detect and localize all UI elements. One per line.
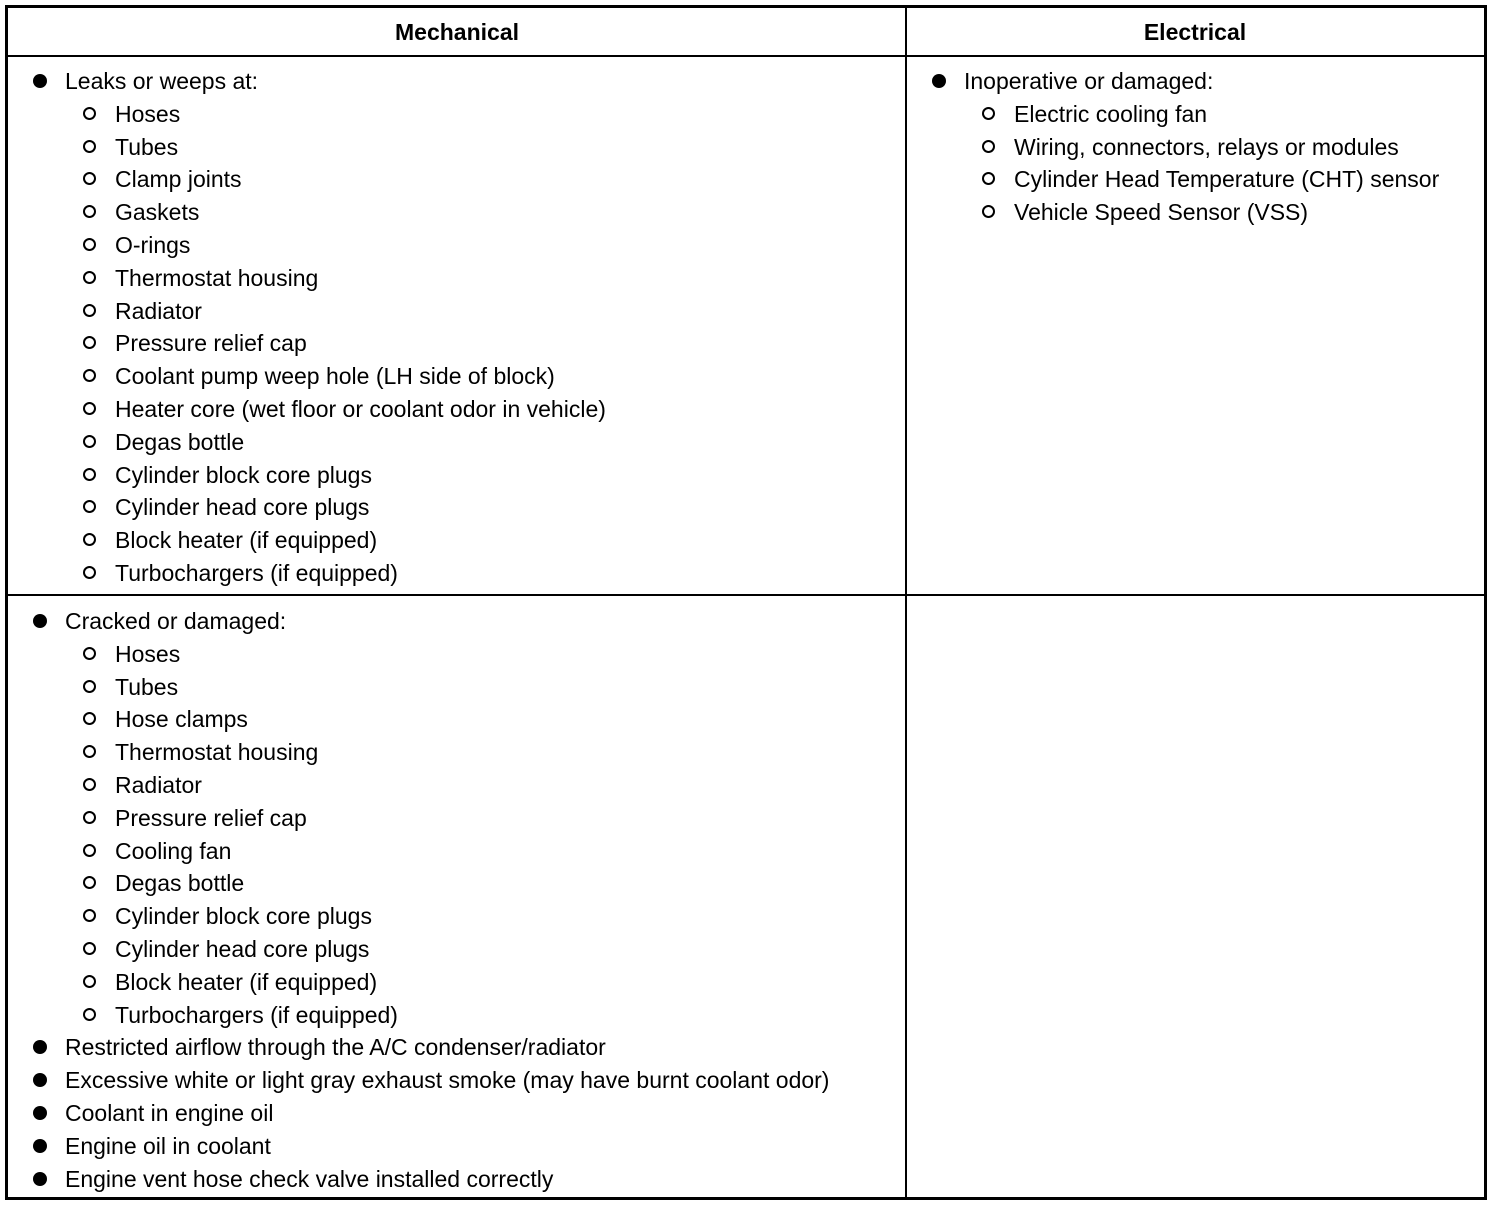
sub-bullet-text: Gaskets xyxy=(115,199,200,226)
sub-bullet-item xyxy=(8,736,904,769)
bullet-item xyxy=(8,65,904,98)
sub-bullet-text: Thermostat housing xyxy=(115,739,319,766)
sub-bullet-item xyxy=(8,999,904,1032)
hollow-bullet-icon xyxy=(83,975,96,988)
sub-bullet-item xyxy=(8,98,904,131)
sub-bullet-text: Cylinder block core plugs xyxy=(115,903,372,930)
sub-bullet-text: Pressure relief cap xyxy=(115,330,307,357)
hollow-bullet-icon xyxy=(83,745,96,758)
sub-bullet-text: Cylinder Head Temperature (CHT) sensor xyxy=(1014,166,1440,193)
sub-bullet-text: Degas bottle xyxy=(115,870,245,897)
sub-bullet-text: Heater core (wet floor or coolant odor in vehicle) xyxy=(115,395,606,422)
sub-bullet-item xyxy=(8,196,904,229)
hollow-bullet-icon xyxy=(83,876,96,889)
sub-bullet-item xyxy=(907,163,1485,196)
sub-bullet-item xyxy=(907,131,1485,164)
bullet-text: Inoperative or damaged: xyxy=(964,68,1214,94)
hollow-bullet-icon xyxy=(83,435,96,448)
sub-bullet-text: Turbochargers (if equipped) xyxy=(115,559,398,586)
sub-bullet-item xyxy=(8,769,904,802)
sub-bullet-text: Electric cooling fan xyxy=(1014,100,1208,127)
bullet-item xyxy=(8,605,904,638)
bullet-text: Engine oil in coolant xyxy=(65,1132,271,1159)
bullet-item xyxy=(907,65,1485,98)
cell-row2-mechanical xyxy=(8,605,904,1195)
hollow-bullet-icon xyxy=(83,402,96,415)
sub-bullet-item xyxy=(8,327,904,360)
sub-bullet-item xyxy=(8,131,904,164)
filled-bullet-icon xyxy=(33,1139,47,1153)
bullet-text: Cracked or damaged: xyxy=(65,608,287,634)
hollow-bullet-icon xyxy=(83,238,96,251)
hollow-bullet-icon xyxy=(982,140,995,153)
hollow-bullet-icon xyxy=(982,205,995,218)
hollow-bullet-icon xyxy=(83,712,96,725)
filled-bullet-icon xyxy=(33,1106,47,1120)
sub-bullet-text: Cylinder head core plugs xyxy=(115,494,370,521)
sub-bullet-item xyxy=(8,295,904,328)
sub-bullet-text: Thermostat housing xyxy=(115,264,319,291)
sub-bullet-item xyxy=(8,557,904,590)
sub-bullet-text: Radiator xyxy=(115,297,202,324)
hollow-bullet-icon xyxy=(83,205,96,218)
hollow-bullet-icon xyxy=(83,647,96,660)
hollow-bullet-icon xyxy=(982,172,995,185)
sub-bullet-text: Tubes xyxy=(115,673,179,700)
hollow-bullet-icon xyxy=(83,533,96,546)
sub-bullet-text: Clamp joints xyxy=(115,166,242,193)
sub-bullet-item xyxy=(8,459,904,492)
hollow-bullet-icon xyxy=(83,844,96,857)
filled-bullet-icon xyxy=(33,1073,47,1087)
bullet-item xyxy=(8,1163,904,1196)
sub-bullet-item xyxy=(8,671,904,704)
sub-bullet-item xyxy=(8,524,904,557)
filled-bullet-icon xyxy=(33,74,47,88)
bullet-text: Coolant in engine oil xyxy=(65,1099,274,1126)
sub-bullet-item xyxy=(8,491,904,524)
row-divider xyxy=(8,594,1484,596)
filled-bullet-icon xyxy=(33,1172,47,1186)
hollow-bullet-icon xyxy=(982,107,995,120)
hollow-bullet-icon xyxy=(83,172,96,185)
inspection-table xyxy=(5,5,1487,1200)
hollow-bullet-icon xyxy=(83,271,96,284)
hollow-bullet-icon xyxy=(83,778,96,791)
sub-bullet-item xyxy=(8,933,904,966)
sub-bullet-item xyxy=(8,867,904,900)
sub-bullet-item xyxy=(8,426,904,459)
cell-row1-mechanical xyxy=(8,65,904,590)
sub-bullet-item xyxy=(8,835,904,868)
bullet-item xyxy=(8,1031,904,1064)
bullet-text: Engine vent hose check valve installed correctly xyxy=(65,1165,554,1192)
sub-bullet-text: Hoses xyxy=(115,100,181,127)
hollow-bullet-icon xyxy=(83,304,96,317)
sub-bullet-text: Coolant pump weep hole (LH side of block) xyxy=(115,363,555,390)
hollow-bullet-icon xyxy=(83,566,96,579)
bullet-text: Leaks or weeps at: xyxy=(65,68,259,94)
hollow-bullet-icon xyxy=(83,468,96,481)
filled-bullet-icon xyxy=(33,1040,47,1054)
sub-bullet-text: Hose clamps xyxy=(115,706,248,733)
header-electrical: Electrical xyxy=(1143,19,1247,45)
sub-bullet-text: Block heater (if equipped) xyxy=(115,968,378,995)
hollow-bullet-icon xyxy=(83,909,96,922)
sub-bullet-item xyxy=(8,163,904,196)
sub-bullet-text: Radiator xyxy=(115,771,202,798)
sub-bullet-text: Hoses xyxy=(115,640,181,667)
hollow-bullet-icon xyxy=(83,369,96,382)
sub-bullet-item xyxy=(8,703,904,736)
sub-bullet-text: Cylinder block core plugs xyxy=(115,461,372,488)
bullet-item xyxy=(8,1097,904,1130)
cell-row1-electrical xyxy=(907,65,1485,229)
sub-bullet-item xyxy=(8,802,904,835)
hollow-bullet-icon xyxy=(83,107,96,120)
filled-bullet-icon xyxy=(932,74,946,88)
sub-bullet-item xyxy=(907,98,1485,131)
sub-bullet-text: Pressure relief cap xyxy=(115,804,307,831)
bullet-item xyxy=(8,1130,904,1163)
hollow-bullet-icon xyxy=(83,140,96,153)
filled-bullet-icon xyxy=(33,614,47,628)
sub-bullet-item xyxy=(8,393,904,426)
sub-bullet-text: Cylinder head core plugs xyxy=(115,935,370,962)
hollow-bullet-icon xyxy=(83,942,96,955)
sub-bullet-text: Block heater (if equipped) xyxy=(115,527,378,554)
sub-bullet-item xyxy=(8,900,904,933)
header-mechanical: Mechanical xyxy=(395,19,519,45)
sub-bullet-text: Vehicle Speed Sensor (VSS) xyxy=(1014,199,1309,226)
bullet-text: Excessive white or light gray exhaust smoke (may have burnt coolant odor) xyxy=(65,1067,830,1094)
sub-bullet-text: O-rings xyxy=(115,231,191,258)
hollow-bullet-icon xyxy=(83,811,96,824)
sub-bullet-text: Wiring, connectors, relays or modules xyxy=(1014,133,1399,160)
hollow-bullet-icon xyxy=(83,336,96,349)
sub-bullet-text: Turbochargers (if equipped) xyxy=(115,1001,398,1028)
bullet-item xyxy=(8,1064,904,1097)
hollow-bullet-icon xyxy=(83,680,96,693)
bullet-text: Restricted airflow through the A/C condenser/radiator xyxy=(65,1034,606,1061)
hollow-bullet-icon xyxy=(83,1008,96,1021)
sub-bullet-item xyxy=(8,966,904,999)
sub-bullet-text: Tubes xyxy=(115,133,179,160)
sub-bullet-item xyxy=(8,360,904,393)
hollow-bullet-icon xyxy=(83,500,96,513)
sub-bullet-item xyxy=(8,262,904,295)
sub-bullet-item xyxy=(8,638,904,671)
sub-bullet-text: Degas bottle xyxy=(115,428,245,455)
sub-bullet-text: Cooling fan xyxy=(115,837,232,864)
sub-bullet-item xyxy=(8,229,904,262)
header-divider xyxy=(8,55,1484,57)
sub-bullet-item xyxy=(907,196,1485,229)
